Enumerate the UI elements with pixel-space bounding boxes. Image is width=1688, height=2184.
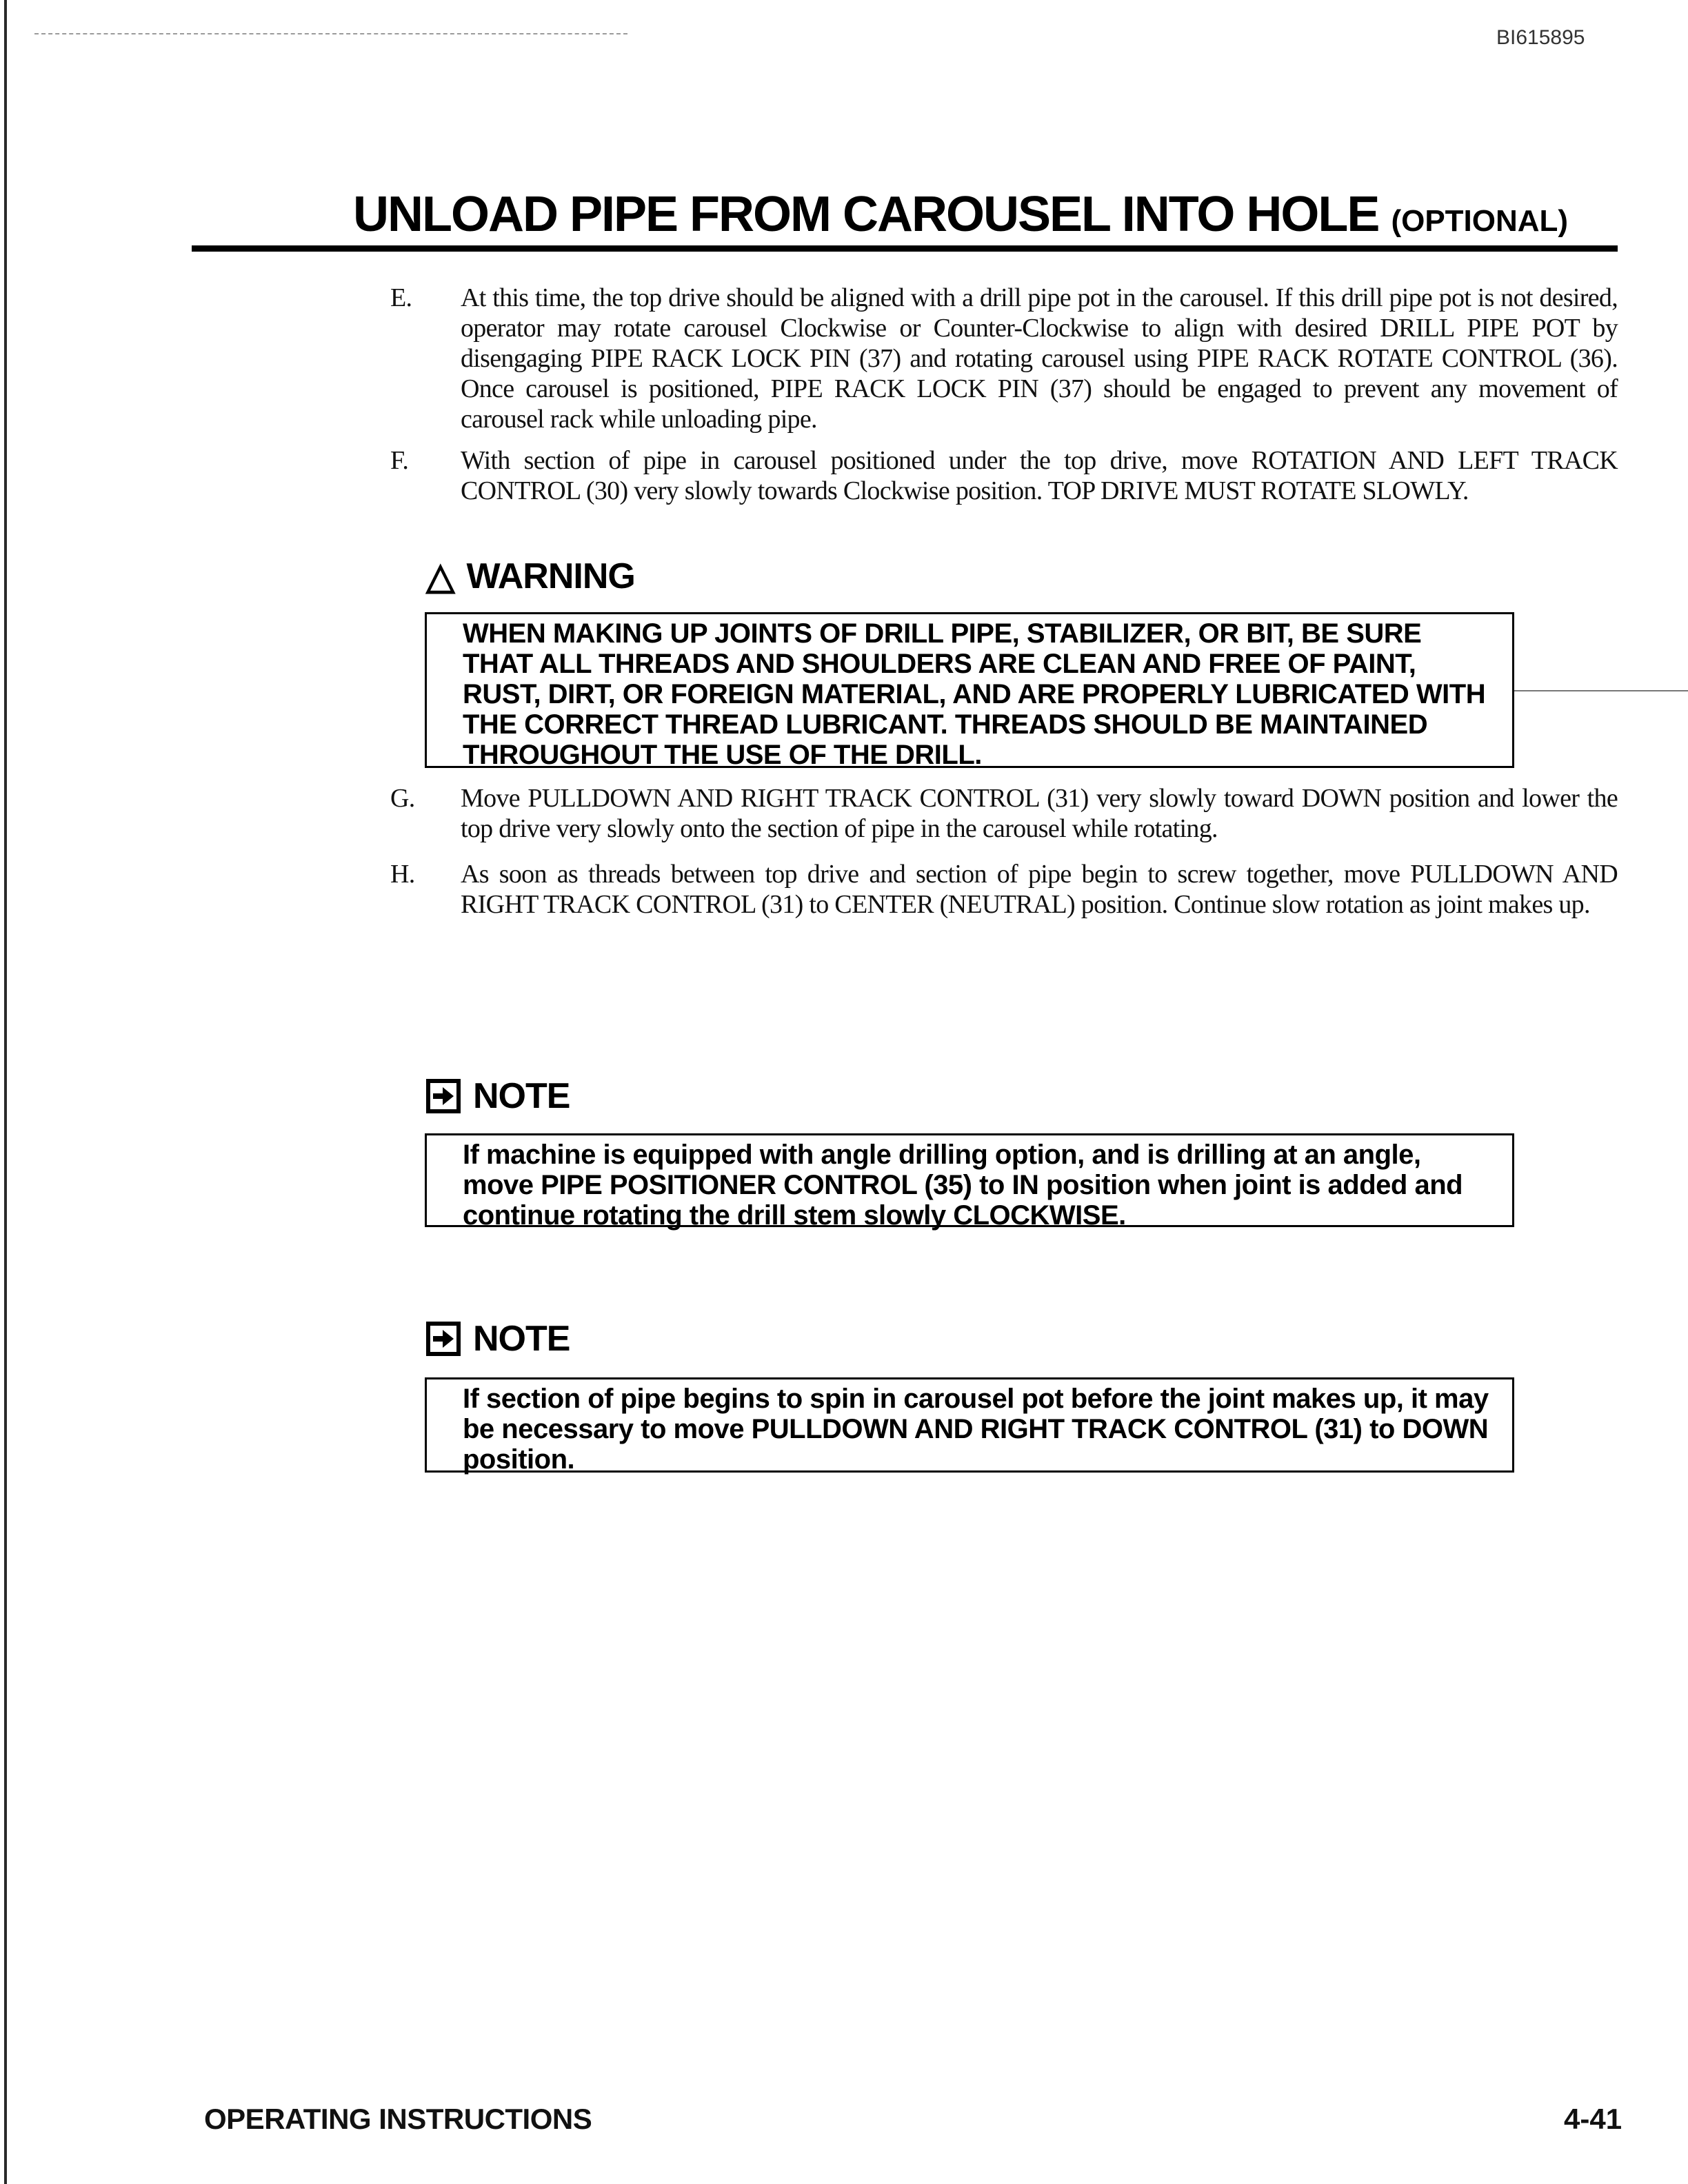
- note-text: If section of pipe begins to spin in carousel pot before the joint makes up, it may be necessary to move PULLDOWN AND RIGHT TRACK CONTROL (31) to DOWN position.: [463, 1384, 1489, 1475]
- note-box-2: [425, 1377, 1514, 1473]
- step-e: [390, 283, 1618, 434]
- note-text: If machine is equipped with angle drilling option, and is drilling at an angle, move PIPE POSITIONER CONTROL (35) to IN position when joint is added and continue rotating the drill stem slowly CLOCKWISE.: [463, 1140, 1463, 1231]
- scan-artifact-dashes: [34, 33, 627, 34]
- note-heading-text: NOTE: [473, 1076, 570, 1116]
- arrow-right-icon: [426, 1079, 461, 1113]
- step-text: As soon as threads between top drive and section of pipe begin to screw together, move PULLDOWN AND RIGHT TRACK CONTROL (31) to CENTER (NEUTRAL) position. Continue slow rotation as joint makes up.: [461, 860, 1618, 919]
- warning-heading-text: WARNING: [466, 556, 635, 596]
- warning-triangle-icon: △: [426, 556, 454, 597]
- step-letter: H.: [390, 860, 415, 889]
- title-underline: [192, 245, 1618, 252]
- page-edge-rule: [4, 0, 7, 2184]
- note-heading-2: [426, 1318, 570, 1359]
- page-title-main: UNLOAD PIPE FROM CAROUSEL INTO HOLE: [353, 187, 1379, 242]
- step-h: [390, 859, 1618, 920]
- warning-text: WHEN MAKING UP JOINTS OF DRILL PIPE, STABILIZER, OR BIT, BE SURE THAT ALL THREADS AND SHOULDERS ARE CLEAN AND FREE OF PAINT, RUST, DIRT, OR FOREIGN MATERIAL, AND ARE PROPERLY LUBRICATED WITH THE CORRECT THREAD LUBRICANT. THREADS SHOULD BE MAINTAINED THROUGHOUT THE USE OF THE DRILL.: [463, 618, 1486, 770]
- step-f: [390, 445, 1618, 506]
- arrow-right-icon: [426, 1322, 461, 1356]
- step-letter: G.: [390, 784, 415, 813]
- scan-artifact-line: [1514, 690, 1688, 691]
- page-title: [353, 186, 1568, 243]
- step-letter: F.: [390, 446, 409, 475]
- step-letter: E.: [390, 283, 412, 312]
- note-heading-text: NOTE: [473, 1319, 570, 1359]
- warning-box: [425, 612, 1514, 768]
- step-g: [390, 783, 1618, 844]
- note-heading-1: [426, 1075, 570, 1117]
- document-id: BI615895: [1496, 26, 1585, 49]
- step-text: At this time, the top drive should be aligned with a drill pipe pot in the carousel. If this drill pipe pot is not desired, operator may rotate carousel Clockwise or Counter-Clockwise to align with desired DRILL PIPE POT by disengaging PIPE RACK LOCK PIN (37) and rotating carousel using PIPE RACK ROTATE CONTROL (36). Once carousel is positioned, PIPE RACK LOCK PIN (37) should be engaged to prevent any movement of carousel rack while unloading pipe.: [461, 283, 1618, 434]
- page-title-suffix: (OPTIONAL): [1391, 204, 1569, 238]
- footer-page-number: 4-41: [1564, 2103, 1622, 2135]
- footer-section-title: OPERATING INSTRUCTIONS: [204, 2103, 592, 2135]
- note-box-1: [425, 1133, 1514, 1231]
- warning-heading: [426, 554, 635, 598]
- step-text: Move PULLDOWN AND RIGHT TRACK CONTROL (31) very slowly toward DOWN position and lower the top drive very slowly onto the section of pipe in the carousel while rotating.: [461, 784, 1618, 843]
- step-text: With section of pipe in carousel positioned under the top drive, move ROTATION AND LEFT TRACK CONTROL (30) very slowly towards Clockwise position. TOP DRIVE MUST ROTATE SLOWLY.: [461, 446, 1618, 505]
